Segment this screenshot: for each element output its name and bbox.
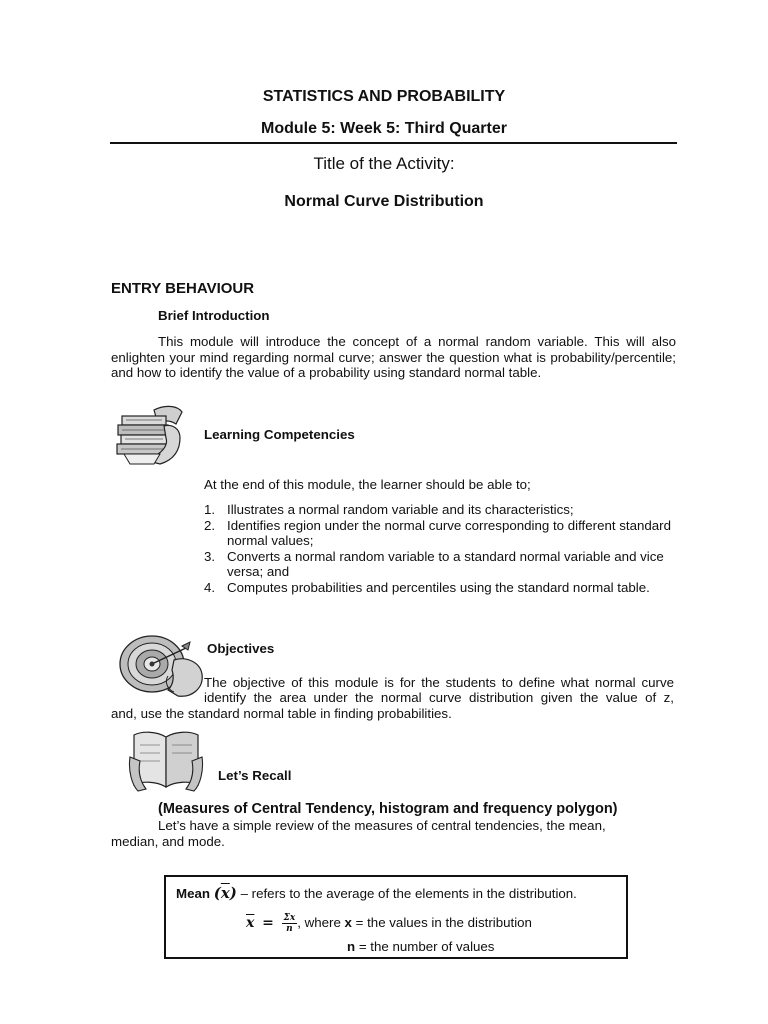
books-in-hand-icon (114, 402, 186, 468)
where-description: = the values in the distribution (351, 915, 532, 931)
fraction-denominator: n (286, 924, 293, 934)
list-item (204, 580, 674, 596)
formula-lhs: $\overline{x}$ (246, 915, 255, 932)
formula-fraction (282, 913, 298, 934)
brief-introduction-text: This module will introduce the concept of a normal random variable. This will also enlighten your mind regarding normal curve; answer the question what is probability/percentile; and how to identify the value of a probability using standard normal table. (111, 334, 676, 381)
mean-formula (246, 913, 532, 934)
mean-definition-box (164, 875, 628, 959)
list-item-number: 2. (204, 517, 216, 533)
mean-definition: Mean $(\overline{x})$ – refers to the average of the elements in the distribution. (176, 884, 577, 902)
competencies-lead: At the end of this module, the learner should be able to; (204, 477, 531, 492)
module-title: Module 5: Week 5: Third Quarter (261, 120, 507, 137)
header-rule (110, 142, 677, 144)
list-item-number: 3. (204, 548, 216, 564)
objectives-line-1: The objective of this module is for the students to define what normal curve (204, 675, 674, 690)
where-variable: x (344, 915, 352, 931)
activity-title-label: Title of the Activity: (313, 154, 455, 173)
list-item (204, 502, 674, 518)
list-item-text: Converts a normal random variable to a standard normal variable and vice versa; and (227, 548, 664, 580)
recall-line-1: Let’s have a simple review of the measures of central tendencies, the mean, (158, 818, 606, 833)
learning-competencies-heading: Learning Competencies (204, 427, 355, 442)
dartboard-icon (116, 632, 208, 702)
list-item (204, 518, 674, 549)
activity-title: Normal Curve Distribution (284, 193, 484, 210)
list-item (204, 549, 674, 580)
objectives-heading: Objectives (207, 641, 275, 656)
mean-symbol: $\overline{x}$ (220, 884, 230, 902)
entry-behaviour-heading: ENTRY BEHAVIOUR (111, 280, 255, 297)
subject-title: STATISTICS AND PROBABILITY (262, 88, 506, 105)
list-item-text: Illustrates a normal random variable and its characteristics; (227, 502, 574, 517)
list-item-text: Identifies region under the normal curve corresponding to different standard normal values; (227, 517, 671, 549)
mean-definition-text: – refers to the average of the elements in the distribution. (236, 886, 577, 901)
brief-introduction-heading: Brief Introduction (158, 308, 270, 323)
lets-recall-heading: Let’s Recall (218, 768, 292, 783)
n-description: = the number of values (355, 939, 495, 954)
competencies-list (204, 502, 674, 596)
open-book-reader-icon (128, 727, 204, 795)
mean-term: Mean (176, 886, 210, 901)
recall-subheading: (Measures of Central Tendency, histogram and frequency polygon) (158, 801, 618, 817)
list-item-text: Computes probabilities and percentiles using the standard normal table. (227, 579, 650, 595)
objectives-line-3: and, use the standard normal table in finding probabilities. (111, 706, 452, 721)
where-text: , where (297, 915, 345, 931)
fraction-numerator: Σx (283, 913, 296, 923)
formula-equals: = (262, 915, 274, 932)
n-definition (347, 939, 494, 955)
n-variable: n (347, 939, 356, 954)
list-item-number: 1. (204, 502, 216, 517)
objectives-line-2: identify the area under the normal curve distribution given the value of z, (204, 690, 674, 705)
list-item-number: 4. (204, 579, 216, 595)
recall-line-2: median, and mode. (111, 834, 225, 849)
